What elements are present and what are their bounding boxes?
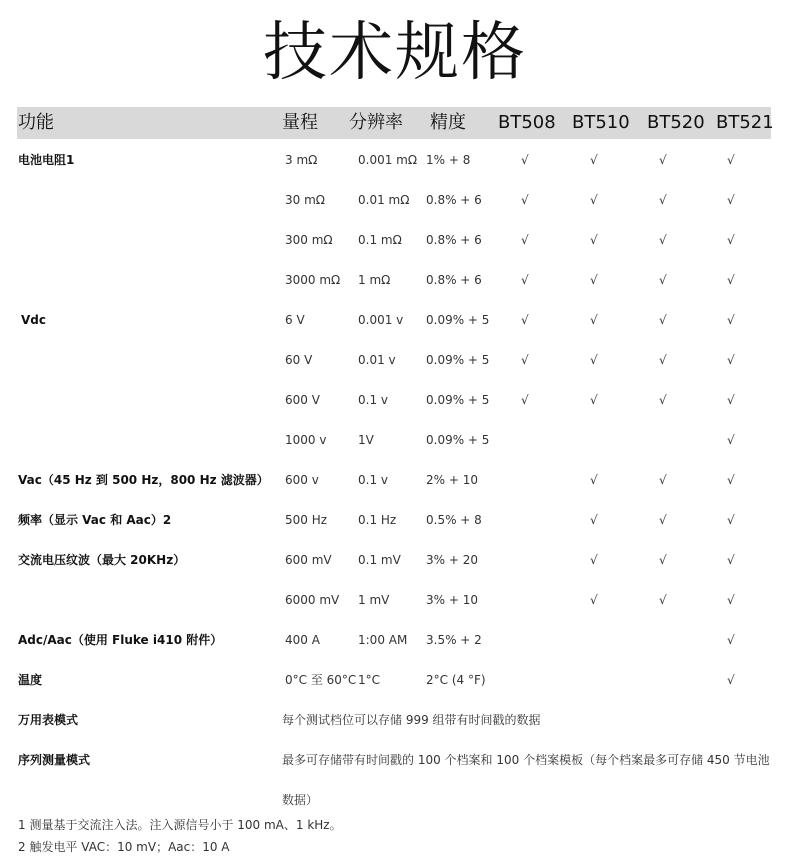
resolution-cell: 0.001 mΩ (358, 153, 418, 167)
check-bt521: √ (727, 513, 735, 527)
function-cell: Vdc (21, 313, 46, 327)
resolution-cell: 0.1 mΩ (358, 233, 402, 247)
accuracy-cell: 0.09% + 5 (426, 433, 490, 447)
range-cell: 3 mΩ (285, 153, 318, 167)
range-cell: 60 V (285, 353, 313, 367)
accuracy-cell: 1% + 8 (426, 153, 471, 167)
check-bt520: √ (659, 553, 667, 567)
check-bt521: √ (727, 313, 735, 327)
table-row (0, 300, 790, 340)
resolution-cell: 0.1 v (358, 473, 388, 487)
header-model-bt510: BT510 (572, 112, 630, 133)
function-cell: 温度 (18, 673, 43, 687)
check-bt521: √ (727, 193, 735, 207)
accuracy-cell: 2% + 10 (426, 473, 478, 487)
table-row (0, 500, 790, 540)
header-function: 功能 (18, 112, 54, 133)
header-range: 量程 (282, 112, 318, 133)
function-cell: 万用表模式 (18, 713, 79, 727)
footnote: 2 触发电平 VAC：10 mV；Aac：10 A (18, 840, 230, 854)
check-bt520: √ (659, 193, 667, 207)
table-row (0, 140, 790, 180)
accuracy-cell: 2°C (4 °F) (426, 673, 486, 687)
resolution-cell: 0.01 mΩ (358, 193, 410, 207)
header-model-bt521: BT521 (716, 112, 774, 133)
resolution-cell: 0.1 Hz (358, 513, 397, 527)
range-cell: 600 V (285, 393, 320, 407)
table-row (0, 380, 790, 420)
table-row (0, 660, 790, 700)
range-cell: 30 mΩ (285, 193, 325, 207)
table-row-continuation (0, 780, 790, 820)
resolution-cell: 1°C (358, 673, 381, 687)
check-bt508: √ (521, 233, 529, 247)
check-bt510: √ (590, 553, 598, 567)
check-bt510: √ (590, 513, 598, 527)
check-bt508: √ (521, 153, 529, 167)
range-cell: 600 mV (285, 553, 332, 567)
header-accuracy: 精度 (430, 112, 466, 133)
check-bt510: √ (590, 193, 598, 207)
check-bt520: √ (659, 153, 667, 167)
accuracy-cell: 0.09% + 5 (426, 313, 490, 327)
resolution-cell: 0.01 v (358, 353, 396, 367)
header-model-bt508: BT508 (498, 112, 556, 133)
resolution-cell: 1:00 AM (358, 633, 408, 647)
check-bt520: √ (659, 593, 667, 607)
check-bt508: √ (521, 193, 529, 207)
check-bt510: √ (590, 153, 598, 167)
check-bt508: √ (521, 273, 529, 287)
check-bt520: √ (659, 393, 667, 407)
check-bt520: √ (659, 313, 667, 327)
function-cell: Adc/Aac（使用 Fluke i410 附件） (18, 633, 223, 647)
resolution-cell: 0.1 v (358, 393, 388, 407)
check-bt510: √ (590, 473, 598, 487)
description-cell: 最多可存储带有时间戳的 100 个档案和 100 个档案模板（每个档案最多可存储 450 节电池 (282, 753, 770, 767)
footnote: 1 测量基于交流注入法。注入源信号小于 100 mA、1 kHz。 (18, 818, 342, 832)
table-row (0, 700, 790, 740)
check-bt521: √ (727, 673, 735, 687)
range-cell: 6000 mV (285, 593, 340, 607)
check-bt508: √ (521, 313, 529, 327)
accuracy-cell: 0.8% + 6 (426, 193, 482, 207)
table-row (0, 340, 790, 380)
table-row (0, 420, 790, 460)
check-bt520: √ (659, 353, 667, 367)
range-cell: 500 Hz (285, 513, 328, 527)
function-cell: 序列测量模式 (18, 753, 91, 767)
description-cell: 每个测试档位可以存储 999 组带有时间戳的数据 (282, 713, 541, 727)
resolution-cell: 0.1 mV (358, 553, 401, 567)
resolution-cell: 1 mΩ (358, 273, 391, 287)
table-row (0, 220, 790, 260)
check-bt508: √ (521, 353, 529, 367)
function-cell: 电池电阻1 (18, 153, 75, 167)
check-bt520: √ (659, 273, 667, 287)
check-bt510: √ (590, 233, 598, 247)
accuracy-cell: 0.8% + 6 (426, 233, 482, 247)
function-cell: Vac（45 Hz 到 500 Hz，800 Hz 滤波器） (18, 473, 269, 487)
check-bt521: √ (727, 353, 735, 367)
check-bt510: √ (590, 273, 598, 287)
range-cell: 400 A (285, 633, 320, 647)
resolution-cell: 1 mV (358, 593, 390, 607)
check-bt521: √ (727, 393, 735, 407)
table-row (0, 460, 790, 500)
table-row (0, 740, 790, 780)
accuracy-cell: 0.09% + 5 (426, 353, 490, 367)
table-row (0, 180, 790, 220)
check-bt521: √ (727, 273, 735, 287)
header-model-bt520: BT520 (647, 112, 705, 133)
accuracy-cell: 0.09% + 5 (426, 393, 490, 407)
resolution-cell: 1V (358, 433, 374, 447)
resolution-cell: 0.001 v (358, 313, 404, 327)
check-bt521: √ (727, 473, 735, 487)
range-cell: 300 mΩ (285, 233, 333, 247)
table-header (17, 107, 774, 139)
check-bt520: √ (659, 473, 667, 487)
check-bt510: √ (590, 593, 598, 607)
range-cell: 3000 mΩ (285, 273, 341, 287)
check-bt521: √ (727, 433, 735, 447)
range-cell: 600 v (285, 473, 319, 487)
header-resolution: 分辨率 (349, 112, 403, 133)
accuracy-cell: 0.5% + 8 (426, 513, 482, 527)
function-cell: 频率（显示 Vac 和 Aac）2 (18, 513, 172, 527)
table-row (0, 580, 790, 620)
page-title: 技术规格 (263, 16, 527, 90)
check-bt521: √ (727, 633, 735, 647)
accuracy-cell: 3.5% + 2 (426, 633, 482, 647)
check-bt510: √ (590, 313, 598, 327)
check-bt510: √ (590, 353, 598, 367)
description-cell: 数据） (282, 793, 319, 807)
table-row (0, 620, 790, 660)
check-bt508: √ (521, 393, 529, 407)
range-cell: 0°C 至 60°C (285, 673, 357, 687)
range-cell: 6 V (285, 313, 305, 327)
table-row (0, 260, 790, 300)
function-cell: 交流电压纹波（最大 20KHz） (18, 553, 186, 567)
check-bt521: √ (727, 153, 735, 167)
check-bt521: √ (727, 233, 735, 247)
table-row (0, 540, 790, 580)
check-bt521: √ (727, 593, 735, 607)
check-bt520: √ (659, 513, 667, 527)
range-cell: 1000 v (285, 433, 327, 447)
accuracy-cell: 3% + 10 (426, 593, 478, 607)
check-bt521: √ (727, 553, 735, 567)
check-bt520: √ (659, 233, 667, 247)
accuracy-cell: 3% + 20 (426, 553, 478, 567)
check-bt510: √ (590, 393, 598, 407)
accuracy-cell: 0.8% + 6 (426, 273, 482, 287)
